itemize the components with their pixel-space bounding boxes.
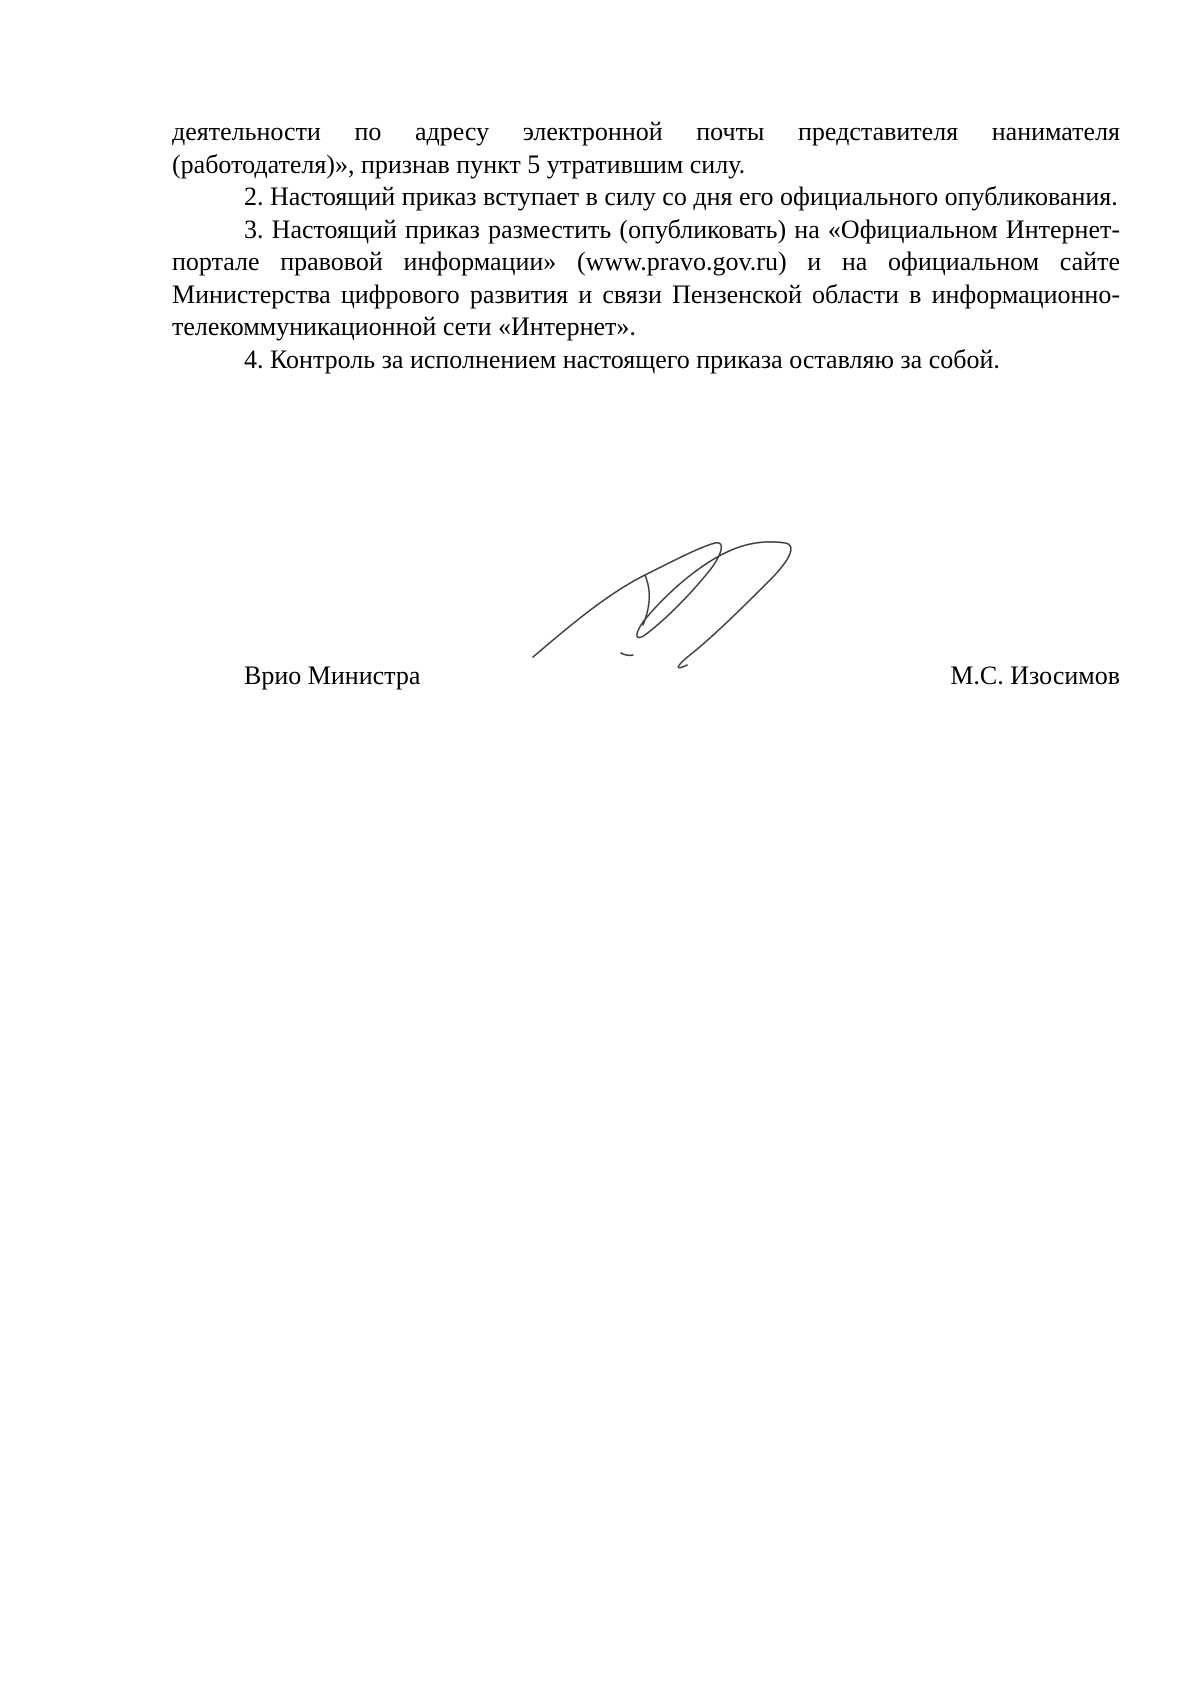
- handwritten-signature: [525, 535, 825, 685]
- paragraph-item-3: 3. Настоящий приказ разместить (опубликовать) на «Официальном Интернет-портале правовой информации» (www.pravo.gov.ru) и на официальном сайте Министерства цифрового развития и связи Пензенской области в информационно-телекоммуникационной сети «Интернет».: [172, 214, 1120, 341]
- paragraph-item-2: 2. Настоящий приказ вступает в силу со дня его официального опубликования.: [244, 182, 1118, 211]
- paragraph-item-4: 4. Контроль за исполнением настоящего приказа оставляю за собой.: [244, 344, 1000, 374]
- signatory-name: М.С. Изосимов: [950, 661, 1120, 690]
- signatory-position: Врио Министра: [244, 661, 421, 690]
- paragraph-continuation: деятельности по адресу электронной почты представителя нанимателя (работодателя)», признав пункт 5 утратившим силу.: [172, 117, 1120, 179]
- document-body: [172, 116, 1120, 376]
